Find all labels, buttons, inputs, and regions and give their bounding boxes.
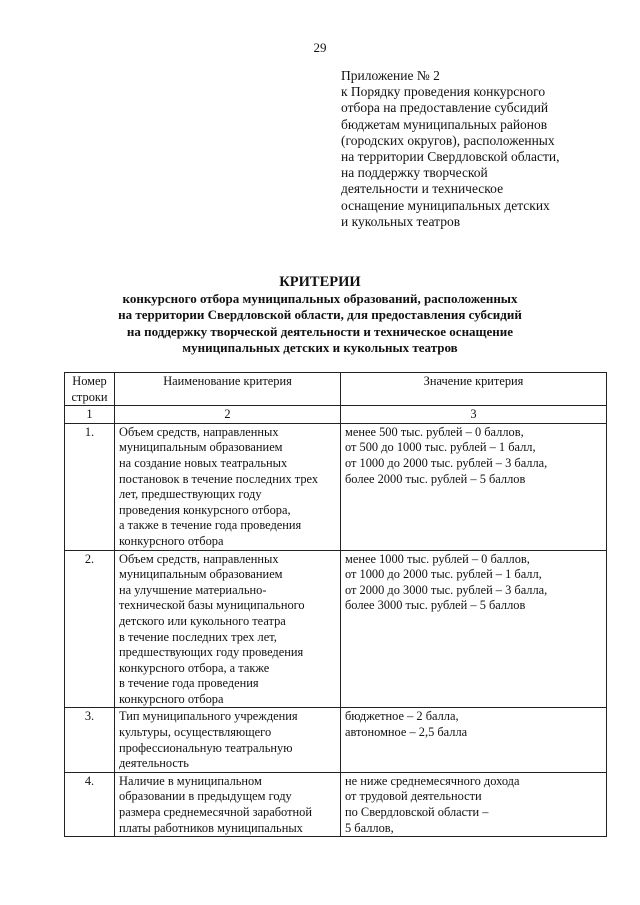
subtitle-line: на поддержку творческой деятельности и техническое оснащение xyxy=(126,323,514,339)
appendix-line: (городских округов), расположенных xyxy=(341,132,555,148)
criterion-name-line: платы работников муниципальных xyxy=(119,820,303,835)
criterion-value xyxy=(341,708,607,772)
criterion-name xyxy=(115,423,341,550)
subtitle-line: конкурсного отбора муниципальных образований, расположенных xyxy=(122,291,518,306)
criterion-name-line: детского или кукольного театра xyxy=(119,613,286,628)
row-number: 4. xyxy=(65,772,115,836)
criterion-name-line: конкурсного отбора xyxy=(119,533,224,548)
appendix-block xyxy=(341,68,631,230)
criterion-name-line: на создание новых театральных xyxy=(119,455,288,470)
criterion-name-line: предшествующих году проведения xyxy=(119,645,304,660)
criterion-name xyxy=(115,550,341,708)
criterion-name-line: культуры, осуществляющего xyxy=(119,725,272,740)
column-number: 2 xyxy=(115,406,341,424)
column-number: 3 xyxy=(341,406,607,424)
criterion-value-line: автономное – 2,5 балла xyxy=(345,725,468,740)
criterion-name-line: Объем средств, направленных xyxy=(119,551,279,566)
criterion-name-line: в течение года проведения xyxy=(119,676,259,691)
criterion-value xyxy=(341,550,607,708)
criterion-name-line: размера среднемесячной заработной xyxy=(119,805,312,820)
criterion-name-line: проведения конкурсного отбора, xyxy=(119,502,291,517)
row-number: 3. xyxy=(65,708,115,772)
appendix-line: бюджетам муниципальных районов xyxy=(341,116,548,132)
criterion-value-line: более 3000 тыс. рублей – 5 баллов xyxy=(345,598,526,613)
criterion-value xyxy=(341,423,607,550)
appendix-line: к Порядку проведения конкурсного xyxy=(341,84,546,100)
column-number: 1 xyxy=(65,406,115,424)
criterion-value-line: более 2000 тыс. рублей – 5 баллов xyxy=(345,471,526,486)
criterion-name-line: конкурсного отбора, а также xyxy=(119,660,270,675)
header-number xyxy=(65,373,115,406)
header-number-line: Номер xyxy=(72,374,107,388)
criterion-name-line: Тип муниципального учреждения xyxy=(119,709,298,724)
criterion-value-line: от 500 до 1000 тыс. рублей – 1 балл, xyxy=(345,440,536,455)
appendix-line: оснащение муниципальных детских xyxy=(341,197,550,213)
criterion-value xyxy=(341,772,607,836)
criterion-name-line: технической базы муниципального xyxy=(119,598,305,613)
criterion-value-line: менее 1000 тыс. рублей – 0 баллов, xyxy=(345,551,530,566)
appendix-line: деятельности и техническое xyxy=(341,181,504,197)
criterion-value-line: не ниже среднемесячного дохода xyxy=(345,773,520,788)
criterion-name-line: а также в течение года проведения xyxy=(119,518,302,533)
appendix-line: и кукольных театров xyxy=(341,213,461,229)
document-heading xyxy=(0,274,640,357)
criterion-name-line: постановок в течение последних трех xyxy=(119,471,319,486)
table-row xyxy=(65,772,607,836)
row-number: 2. xyxy=(65,550,115,708)
criterion-name-line: Объем средств, направленных xyxy=(119,424,279,439)
criterion-name-line: на улучшение материально- xyxy=(119,582,267,597)
criterion-value-line: от 1000 до 2000 тыс. рублей – 3 балла, xyxy=(345,455,548,470)
appendix-line: на поддержку творческой xyxy=(341,165,488,181)
criterion-name xyxy=(115,772,341,836)
appendix-line: отбора на предоставление субсидий xyxy=(341,100,549,116)
criterion-name-line: муниципальным образованием xyxy=(119,567,283,582)
criterion-name-line: деятельность xyxy=(119,756,189,771)
criterion-value-line: от 1000 до 2000 тыс. рублей – 1 балл, xyxy=(345,567,542,582)
criterion-value-line: 5 баллов, xyxy=(345,820,394,835)
criterion-name xyxy=(115,708,341,772)
criterion-name-line: Наличие в муниципальном xyxy=(119,773,262,788)
criterion-name-line: муниципальным образованием xyxy=(119,440,283,455)
appendix-line: Приложение № 2 xyxy=(341,68,440,83)
criterion-value-line: по Свердловской области – xyxy=(345,805,489,820)
document-title: КРИТЕРИИ xyxy=(279,274,361,290)
criterion-value-line: от 2000 до 3000 тыс. рублей – 3 балла, xyxy=(345,582,548,597)
criteria-table xyxy=(64,372,607,837)
header-number-line: строки xyxy=(71,389,108,404)
page-number: 29 xyxy=(313,40,327,55)
table-row xyxy=(65,708,607,772)
table-row xyxy=(65,550,607,708)
criterion-value-line: менее 500 тыс. рублей – 0 баллов, xyxy=(345,424,524,439)
row-number: 1. xyxy=(65,423,115,550)
appendix-line: на территории Свердловской области, xyxy=(341,149,560,165)
criterion-value-line: бюджетное – 2 балла, xyxy=(345,709,459,724)
subtitle-line: муниципальных детских и кукольных театров xyxy=(182,340,458,356)
table-header-row xyxy=(65,373,607,406)
criterion-name-line: профессиональную театральную xyxy=(119,740,293,755)
criterion-value-line: от трудовой деятельности xyxy=(345,789,482,804)
subtitle-line: на территории Свердловской области, для предоставления субсидий xyxy=(118,307,522,323)
criterion-name-line: лет, предшествующих году xyxy=(119,487,262,502)
header-value: Значение критерия xyxy=(341,373,607,406)
table-row xyxy=(65,423,607,550)
criterion-name-line: конкурсного отбора xyxy=(119,691,224,706)
criterion-name-line: образовании в предыдущем году xyxy=(119,789,292,804)
header-name: Наименование критерия xyxy=(115,373,341,406)
criterion-name-line: в течение последних трех лет, xyxy=(119,629,277,644)
column-number-row xyxy=(65,406,607,424)
